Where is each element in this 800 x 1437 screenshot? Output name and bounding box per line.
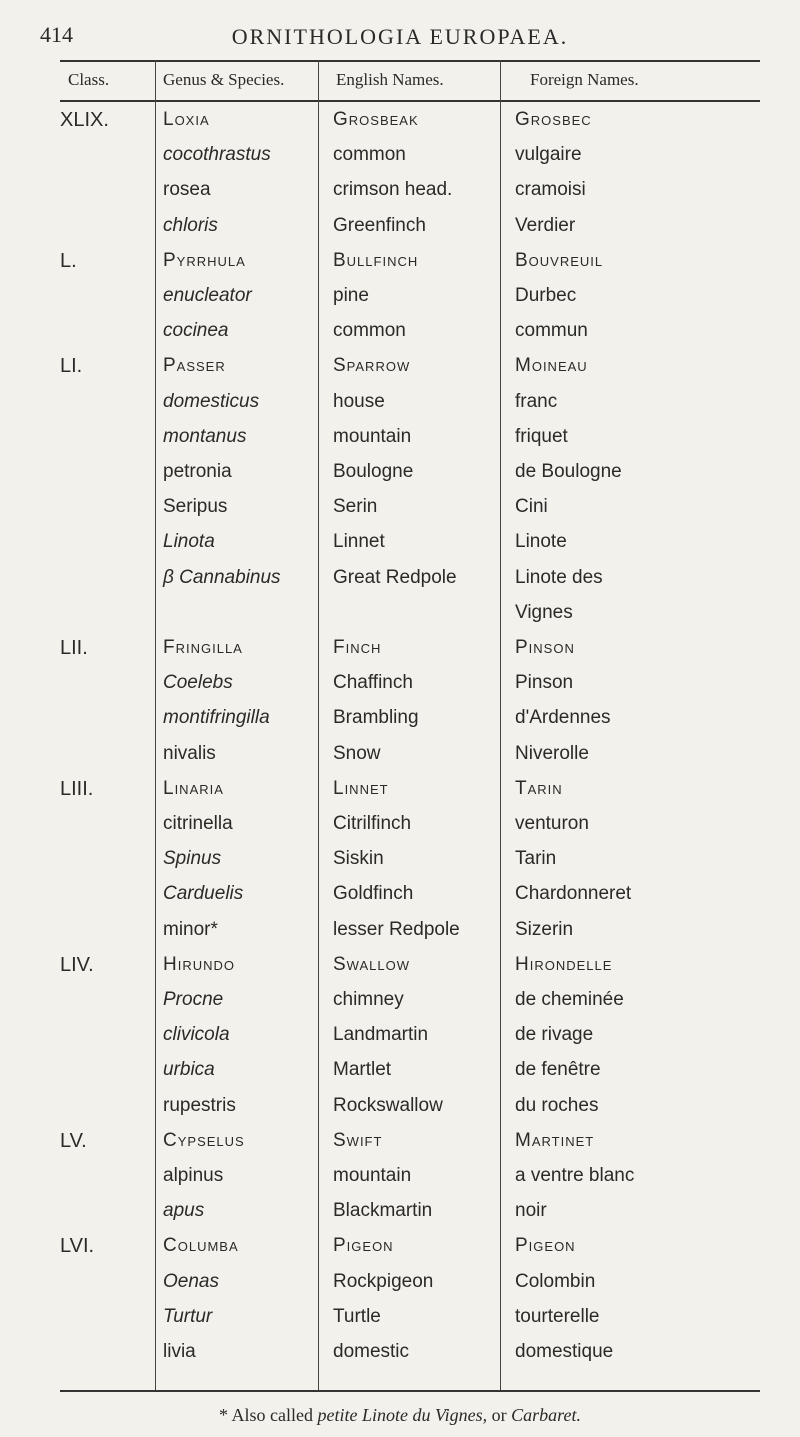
cell-genus: apus xyxy=(163,1200,205,1222)
cell-genus: Cypselus xyxy=(163,1129,245,1151)
cell-genus: Fringilla xyxy=(163,637,243,658)
header-rule xyxy=(60,100,760,102)
cell-genus: clivicola xyxy=(163,1024,230,1046)
cell-english: crimson head. xyxy=(333,179,453,201)
cell-english: Linnet xyxy=(333,777,389,799)
cell-genus: Loxia xyxy=(163,109,210,130)
table-top-rule xyxy=(60,60,760,62)
footnote xyxy=(0,1405,800,1426)
cell-genus: chloris xyxy=(163,214,218,236)
cell-foreign: Chardonneret xyxy=(515,883,632,905)
page-number: 414 xyxy=(40,22,73,47)
cell-genus: Spinus xyxy=(163,848,222,870)
cell-foreign: Moineau xyxy=(515,355,588,377)
cell-genus: montifringilla xyxy=(163,707,270,729)
cell-foreign: Tarin xyxy=(515,777,563,799)
cell-english: Citrilfinch xyxy=(333,813,412,834)
cell-genus: Turtur xyxy=(163,1305,213,1327)
cell-genus: enucleator xyxy=(163,285,252,306)
cell-english: chimney xyxy=(333,989,404,1010)
cell-genus: Coelebs xyxy=(163,672,233,694)
footnote-star: * xyxy=(219,1405,228,1425)
cell-english: mountain xyxy=(333,425,412,447)
cell-english: mountain xyxy=(333,1165,412,1186)
table-bottom-rule xyxy=(60,1390,760,1392)
cell-cls: LIV. xyxy=(60,953,94,976)
cell-english: pine xyxy=(333,285,369,306)
running-head: ORNITHOLOGIA EUROPAEA. xyxy=(231,24,569,49)
cell-genus: nivalis xyxy=(163,742,216,764)
cell-genus: petronia xyxy=(163,461,232,482)
cell-genus: Pyrrhula xyxy=(163,249,246,271)
cell-english: Siskin xyxy=(333,848,384,870)
footnote-text-c: or xyxy=(491,1405,507,1425)
cell-english: common xyxy=(333,320,406,342)
cell-foreign: Bouvreuil xyxy=(515,249,604,271)
cell-foreign: franc xyxy=(515,390,558,412)
cell-english: Linnet xyxy=(333,531,385,553)
column-divider xyxy=(500,60,501,1390)
cell-english: Bullfinch xyxy=(333,249,419,271)
cell-english: Chaffinch xyxy=(333,672,413,694)
cell-foreign: de cheminée xyxy=(515,989,624,1010)
cell-genus: citrinella xyxy=(163,813,233,834)
cell-english: Grosbeak xyxy=(333,109,419,130)
cell-foreign: tourterelle xyxy=(515,1305,600,1327)
cell-english: Snow xyxy=(333,742,381,764)
cell-cls: LVI. xyxy=(60,1235,95,1258)
cell-foreign: Linote des xyxy=(515,566,603,588)
header-genus: Genus & Species. xyxy=(163,70,285,89)
header-foreign: Foreign Names. xyxy=(530,70,639,89)
cell-english: Finch xyxy=(333,637,382,658)
cell-genus: urbica xyxy=(163,1059,215,1081)
cell-foreign: de fenêtre xyxy=(515,1059,601,1081)
names-table xyxy=(60,60,760,1400)
footnote-text-b: petite Linote du Vignes, xyxy=(317,1405,488,1425)
cell-english: Turtle xyxy=(333,1305,381,1327)
cell-genus: cocothrastus xyxy=(163,144,271,166)
cell-cls: L. xyxy=(60,249,77,272)
cell-english: Swallow xyxy=(333,953,410,975)
column-divider xyxy=(318,60,319,1390)
cell-cls: LV. xyxy=(60,1129,87,1152)
cell-english: Rockswallow xyxy=(333,1094,443,1116)
cell-foreign: venturon xyxy=(515,813,589,834)
cell-genus: rupestris xyxy=(163,1094,236,1116)
cell-genus: alpinus xyxy=(163,1165,224,1186)
cell-english: Brambling xyxy=(333,707,419,729)
cell-english: lesser Redpole xyxy=(333,918,460,940)
cell-english: common xyxy=(333,144,406,166)
cell-foreign: vulgaire xyxy=(515,144,582,166)
cell-foreign: Pigeon xyxy=(515,1235,576,1257)
header-class: Class. xyxy=(68,70,110,89)
cell-foreign: Pinson xyxy=(515,637,575,658)
cell-genus: Passer xyxy=(163,355,226,377)
cell-genus: Procne xyxy=(163,989,224,1010)
cell-cls: LI. xyxy=(60,355,83,378)
cell-genus: Oenas xyxy=(163,1270,219,1292)
cell-english: Serin xyxy=(333,496,378,518)
cell-foreign: Vignes xyxy=(515,601,573,623)
cell-english: Pigeon xyxy=(333,1235,394,1257)
cell-foreign: du roches xyxy=(515,1094,599,1116)
cell-genus: β Cannabinus xyxy=(163,566,281,588)
cell-foreign: Sizerin xyxy=(515,918,574,940)
cell-genus: domesticus xyxy=(163,390,260,412)
cell-genus: cocinea xyxy=(163,320,229,342)
cell-genus: Columba xyxy=(163,1235,239,1257)
cell-foreign: cramoisi xyxy=(515,179,586,201)
cell-english: Goldfinch xyxy=(333,883,414,905)
cell-foreign: Tarin xyxy=(515,848,557,870)
cell-foreign: Pinson xyxy=(515,672,574,694)
cell-foreign: Linote xyxy=(515,531,567,553)
cell-foreign: Hirondelle xyxy=(515,953,613,975)
cell-foreign: a ventre blanc xyxy=(515,1165,635,1186)
cell-english: Swift xyxy=(333,1129,383,1151)
cell-foreign: Martinet xyxy=(515,1129,595,1151)
cell-genus: Carduelis xyxy=(163,883,244,905)
cell-foreign: Colombin xyxy=(515,1270,596,1292)
column-divider xyxy=(155,60,156,1390)
cell-foreign: Cini xyxy=(515,496,548,518)
cell-foreign: de Boulogne xyxy=(515,461,622,482)
cell-english: Martlet xyxy=(333,1059,392,1081)
cell-english: Boulogne xyxy=(333,461,414,482)
cell-foreign: noir xyxy=(515,1200,547,1222)
cell-genus: minor* xyxy=(163,918,218,940)
cell-genus: livia xyxy=(163,1341,196,1362)
cell-cls: XLIX. xyxy=(60,109,109,131)
footnote-text-d: Carbaret. xyxy=(511,1405,581,1425)
cell-genus: rosea xyxy=(163,179,211,201)
cell-english: Sparrow xyxy=(333,355,411,377)
cell-english: house xyxy=(333,390,385,412)
cell-genus: Seripus xyxy=(163,496,228,518)
cell-foreign: Durbec xyxy=(515,285,577,306)
cell-genus: Hirundo xyxy=(163,953,235,975)
cell-foreign: de rivage xyxy=(515,1024,594,1046)
cell-genus: montanus xyxy=(163,425,247,447)
cell-english: Blackmartin xyxy=(333,1200,433,1222)
cell-foreign: Grosbec xyxy=(515,109,592,130)
cell-foreign: d'Ardennes xyxy=(515,707,611,729)
cell-english: Great Redpole xyxy=(333,566,457,588)
cell-english: Rockpigeon xyxy=(333,1270,434,1292)
cell-foreign: Niverolle xyxy=(515,742,589,764)
cell-english: domestic xyxy=(333,1341,410,1362)
footnote-text-a: Also called xyxy=(231,1405,313,1425)
cell-cls: LII. xyxy=(60,637,88,659)
header-english: English Names. xyxy=(336,70,444,89)
cell-genus: Linaria xyxy=(163,777,224,799)
cell-genus: Linota xyxy=(163,531,215,553)
cell-foreign: domestique xyxy=(515,1341,614,1362)
cell-cls: LIII. xyxy=(60,777,94,800)
cell-foreign: friquet xyxy=(515,425,568,447)
cell-english: Landmartin xyxy=(333,1024,429,1046)
cell-foreign: Verdier xyxy=(515,214,576,236)
cell-foreign: commun xyxy=(515,320,588,342)
cell-english: Greenfinch xyxy=(333,214,426,236)
